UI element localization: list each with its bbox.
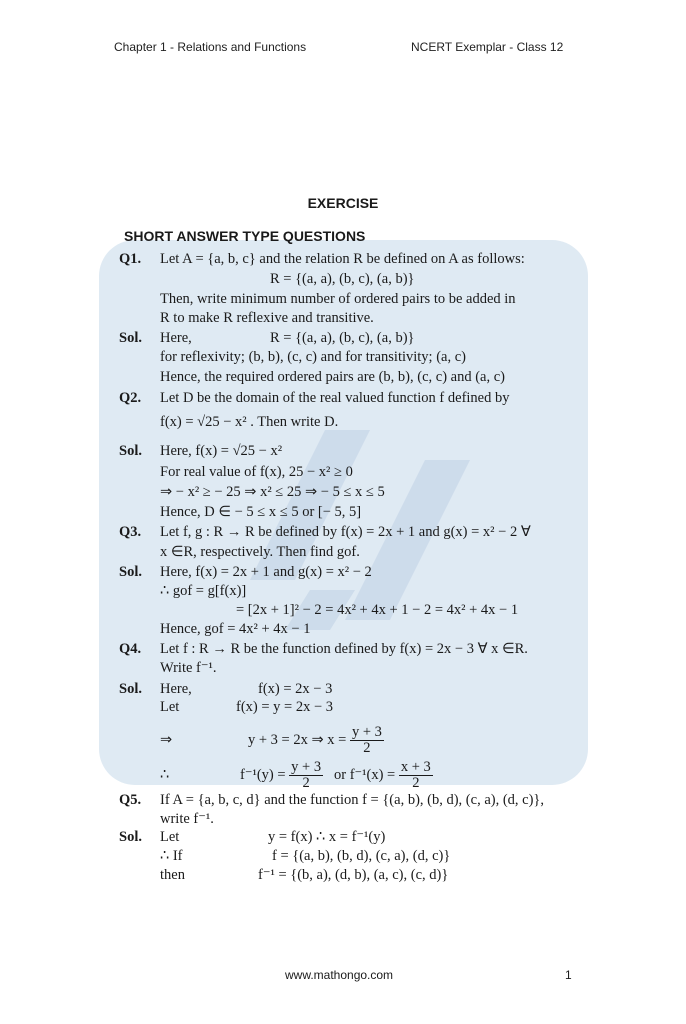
page-number: 1	[565, 968, 572, 982]
text-line: Hence, gof = 4x² + 4x − 1	[160, 621, 311, 637]
text-line: Here,	[160, 681, 192, 697]
text-line: Let D be the domain of the real valued function f defined by	[160, 390, 510, 406]
text-line: Write f⁻¹.	[160, 660, 217, 676]
text-line: then	[160, 867, 185, 883]
text-line: Let	[160, 699, 180, 715]
text-line: x ∈R, respectively. Then find gof.	[160, 544, 360, 560]
page-title: EXERCISE	[307, 195, 379, 211]
fraction-numerator: y + 3	[291, 759, 322, 776]
equation-text: y + 3 = 2x ⇒ x =	[248, 732, 347, 748]
text-line: R = {(a, a), (b, c), (a, b)}	[270, 271, 415, 287]
equation-line	[248, 722, 384, 758]
fraction-numerator: x + 3	[400, 759, 431, 776]
text-line: Hence, the required ordered pairs are (b, b), (c, c) and (a, c)	[160, 369, 505, 385]
text-line: f(x) = √25 − x² . Then write D.	[160, 414, 339, 430]
text-line: Here, f(x) = √25 − x²	[160, 443, 283, 459]
text-line: = [2x + 1]² − 2 = 4x² + 4x + 1 − 2 = 4x² + 4x − 1	[236, 602, 519, 618]
text-line: R = {(a, a), (b, c), (a, b)}	[270, 330, 415, 346]
equation-line	[240, 757, 433, 793]
text-line: Let f, g : R → R be defined by f(x) = 2x + 1 and g(x) = x² − 2 ∀	[160, 524, 531, 540]
fraction-denominator: 2	[302, 775, 310, 792]
text-line: Let f : R → R be the function defined by f(x) = 2x − 3 ∀ x ∈R.	[160, 641, 528, 657]
text-line: f⁻¹ = {(b, a), (d, b), (a, c), (c, d)}	[258, 867, 449, 883]
text-line: R to make R reflexive and transitive.	[160, 310, 374, 326]
text-line: ∴ gof = g[f(x)]	[160, 583, 247, 599]
fraction	[350, 725, 384, 756]
equation-text: f⁻¹(y) =	[240, 767, 286, 783]
text-line: ∴ If	[160, 848, 183, 864]
question-label: Q4.	[119, 641, 142, 657]
text-line: Here, f(x) = 2x + 1 and g(x) = x² − 2	[160, 564, 372, 580]
text-line: ∴	[160, 767, 170, 783]
fraction-numerator: y + 3	[351, 724, 382, 741]
text-line: ⇒	[160, 732, 173, 748]
footer-url[interactable]: www.mathongo.com	[285, 968, 394, 982]
text-line: f = {(a, b), (b, d), (c, a), (d, c)}	[272, 848, 451, 864]
question-label: Q3.	[119, 524, 142, 540]
text-line: For real value of f(x), 25 − x² ≥ 0	[160, 464, 353, 480]
fraction-denominator: 2	[363, 740, 371, 757]
text-line: Let	[160, 829, 180, 845]
text-line: for reflexivity; (b, b), (c, c) and for transitivity; (a, c)	[160, 349, 466, 365]
equation-text: or f⁻¹(x) =	[333, 767, 396, 783]
header-book: NCERT Exemplar - Class 12	[411, 40, 564, 54]
text-line: ⇒ − x² ≥ − 25 ⇒ x² ≤ 25 ⇒ − 5 ≤ x ≤ 5	[160, 484, 385, 500]
fraction	[289, 760, 323, 791]
text-line: Let A = {a, b, c} and the relation R be defined on A as follows:	[160, 251, 525, 267]
text-line: If A = {a, b, c, d} and the function f = {(a, b), (b, d), (c, a), (d, c)},	[160, 792, 545, 808]
text-line: write f⁻¹.	[160, 811, 214, 827]
text-line: f(x) = y = 2x − 3	[236, 699, 334, 715]
text-line: Then, write minimum number of ordered pairs to be added in	[160, 291, 516, 307]
question-label: Q2.	[119, 390, 142, 406]
header-chapter: Chapter 1 - Relations and Functions	[114, 40, 307, 54]
solution-label: Sol.	[119, 829, 142, 845]
solution-label: Sol.	[119, 681, 142, 697]
solution-label: Sol.	[119, 443, 142, 459]
fraction	[399, 760, 433, 791]
fraction-denominator: 2	[412, 775, 420, 792]
question-label: Q1.	[119, 251, 142, 267]
solution-label: Sol.	[119, 330, 142, 346]
text-line: f(x) = 2x − 3	[258, 681, 333, 697]
question-label: Q5.	[119, 792, 142, 808]
text-line: Hence, D ∈ − 5 ≤ x ≤ 5 or [− 5, 5]	[160, 504, 362, 520]
section-heading: SHORT ANSWER TYPE QUESTIONS	[124, 228, 366, 244]
solution-label: Sol.	[119, 564, 142, 580]
text-line: Here,	[160, 330, 192, 346]
text-line: y = f(x) ∴ x = f⁻¹(y)	[268, 829, 386, 845]
